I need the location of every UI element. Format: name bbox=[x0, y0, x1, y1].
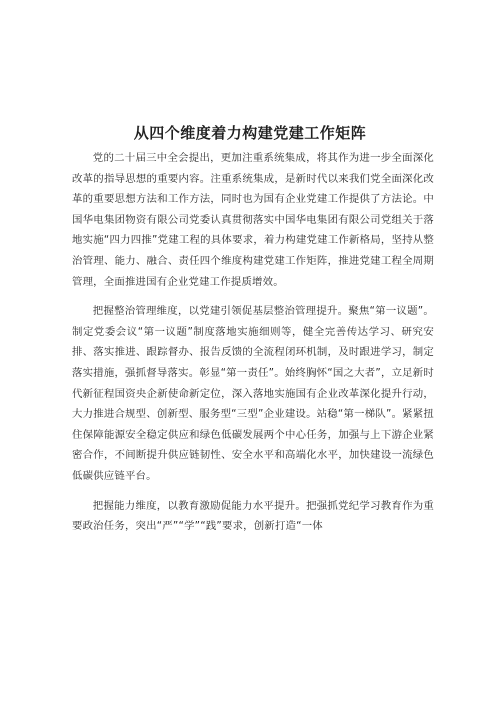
document-title: 从四个维度着力构建党建工作矩阵 bbox=[133, 124, 367, 142]
paragraph-3: 把握能力维度，以教育激励促能力水平提升。把强抓党纪学习教育作为重要政治任务，突出“严”“学”“践”要求，创新打造“一体 bbox=[72, 499, 434, 533]
document-body bbox=[72, 148, 434, 546]
paragraph-1: 党的二十届三中全会提出，更加注重系统集成，将其作为进一步全面深化改革的指导思想的重要内容。注重系统集成，是新时代以来我们党全面深化改革的重要思想方法和工作方法，同时也为国有企业党建工作提供了方法论。中国华电集团物资有限公司党委认真贯彻落实中国华电集团有限公司党组关于落地实施“四力四推”党建工程的具体要求，着力构建党建工作新格局，坚持从整治管理、能力、融合、责任四个维度构建党建工作矩阵，推进党建工程全周期管理，全面推进国有企业党建工作提质增效。 bbox=[72, 152, 434, 288]
paragraph-2: 把握整治管理维度，以党建引领促基层整治管理提升。聚焦“第一议题”。制定党委会议“第一议题”制度落地实施细则等，健全完善传达学习、研究安排、落实推进、跟踪督办、报告反馈的全流程闭环机制，及时跟进学习，制定落实措施，强抓督导落实。彰显“第一责任”。始终胸怀“国之大者”，立足新时代新征程国资央企新使命新定位，深入落地实施国有企业改革深化提升行动，大力推进合规型、创新型、服务型“三型”企业建设。站稳“第一梯队”。紧紧扭住保障能源安全稳定供应和绿色低碳发展两个中心任务，加强与上下游企业紧密合作，不间断提升供应链韧性、安全水平和高端化水平，加快建设一流绿色低碳供应链平台。 bbox=[72, 305, 434, 482]
